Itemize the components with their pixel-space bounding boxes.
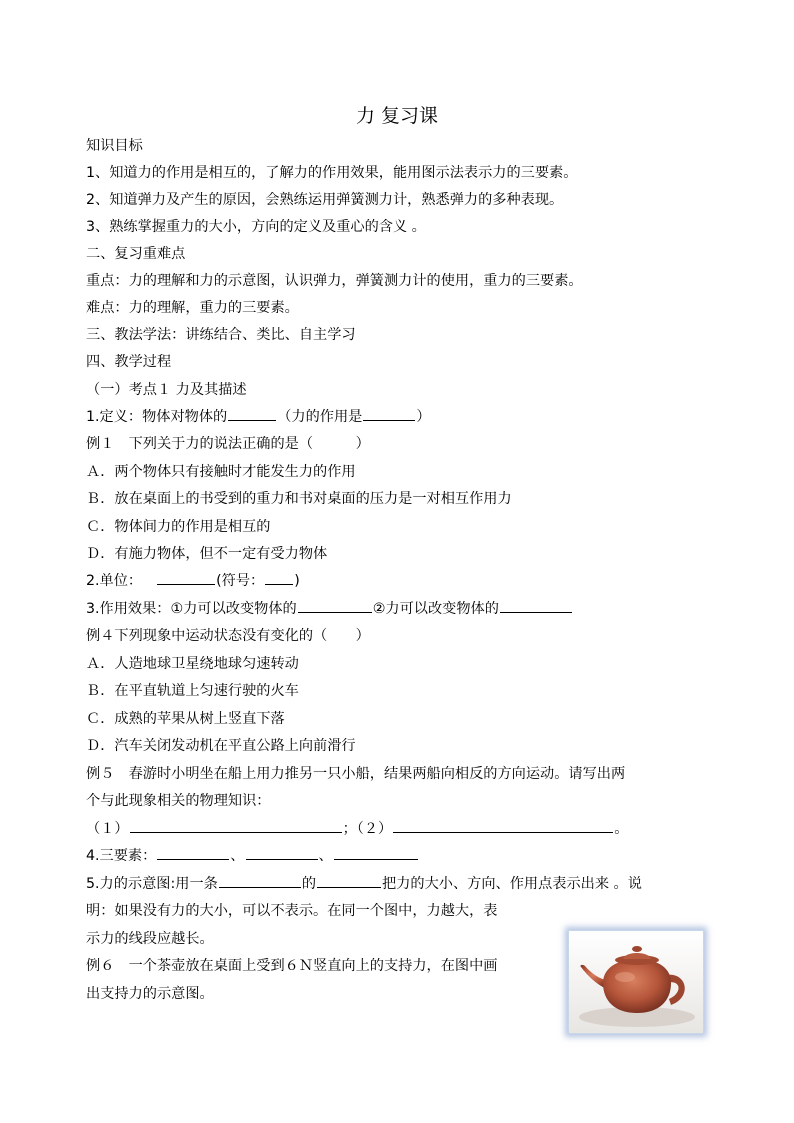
answer-label: （１） <box>86 821 129 837</box>
fill-blank[interactable] <box>228 405 276 421</box>
elements-text: 、 <box>318 848 333 864</box>
subsection-heading: （一）考点１ 力及其描述 <box>86 382 247 398</box>
question-option: Ｂ．放在桌面上的书受到的重力和书对桌面的压力是一对相互作用力 <box>86 491 512 507</box>
objective-3: 3、熟练掌握重力的大小，方向的定义及重心的含义 。 <box>86 219 426 235</box>
diagram-text: 把力的大小、方向、作用点表示出来 。说 <box>382 876 642 892</box>
unit-text: 2.单位： <box>86 573 143 589</box>
section-heading: 三、教法学法：讲练结合、类比、自主学习 <box>86 327 356 343</box>
paragraph-text: 明：如果没有力的大小，可以不表示。在同一个图中，力越大，表 <box>86 903 498 919</box>
elements-text: 4.三要素： <box>86 848 157 864</box>
question-option: Ｄ．汽车关闭发动机在平直公路上向前滑行 <box>86 738 356 754</box>
question-stem: 例１ 下列关于力的说法正确的是（ ） <box>86 436 370 452</box>
fill-blank[interactable] <box>334 844 418 860</box>
fill-blank[interactable] <box>157 569 215 585</box>
definition-text: 1.定义：物体对物体的 <box>86 409 228 425</box>
fill-blank[interactable] <box>246 844 318 860</box>
fill-blank[interactable] <box>157 844 229 860</box>
definition-text: ） <box>416 409 431 425</box>
elements-text: 、 <box>230 848 245 864</box>
section-heading: 二、复习重难点 <box>86 246 186 262</box>
fill-blank[interactable] <box>317 872 381 888</box>
effect-text: ②力可以改变物体的 <box>372 601 499 617</box>
objective-1: 1、知道力的作用是相互的，了解力的作用效果，能用图示法表示力的三要素。 <box>86 165 578 181</box>
question-option: Ｃ．成熟的苹果从树上竖直下落 <box>86 711 285 727</box>
objective-2: 2、知道弹力及产生的原因，会熟练运用弹簧测力计，熟悉弹力的多种表现。 <box>86 192 564 208</box>
unit-text: ) <box>294 573 300 589</box>
question-stem: 例６ 一个茶壶放在桌面上受到６Ｎ竖直向上的支持力，在图中画 <box>86 958 498 974</box>
definition-text: （力的作用是 <box>277 409 363 425</box>
fill-blank[interactable] <box>219 872 301 888</box>
fill-blank[interactable] <box>500 597 572 613</box>
section-heading: 四、教学过程 <box>86 354 172 370</box>
question-option: Ｃ．物体间力的作用是相互的 <box>86 519 271 535</box>
question-option: Ａ．人造地球卫星绕地球匀速转动 <box>86 656 299 672</box>
teapot-image <box>568 930 704 1034</box>
elements-line <box>86 843 419 870</box>
question-option: Ａ．两个物体只有接触时才能发生力的作用 <box>86 464 356 480</box>
unit-text: (符号： <box>216 573 265 589</box>
fill-blank[interactable] <box>130 817 342 833</box>
definition-line <box>86 404 431 431</box>
section-heading: 知识目标 <box>86 138 143 154</box>
question-option: Ｄ．有施力物体，但不一定有受力物体 <box>86 546 328 562</box>
question-option: Ｂ．在平直轨道上匀速行驶的火车 <box>86 683 299 699</box>
fill-blank[interactable] <box>265 569 293 585</box>
question-stem: 出支持力的示意图。 <box>86 986 214 1002</box>
answer-label: 。 <box>614 821 629 837</box>
page-title: 力 复习课 <box>355 105 439 127</box>
key-points: 重点：力的理解和力的示意图，认识弹力，弹簧测力计的使用，重力的三要素。 <box>86 273 583 289</box>
answer-label: ；（２） <box>342 821 393 837</box>
unit-line <box>86 568 300 595</box>
fill-blank[interactable] <box>298 597 372 613</box>
answer-line <box>86 816 628 843</box>
teapot-icon <box>569 931 703 1033</box>
question-stem: 例５ 春游时小明坐在船上用力推另一只小船，结果两船向相反的方向运动。请写出两 <box>86 766 626 782</box>
effect-text: 3.作用效果：①力可以改变物体的 <box>86 601 297 617</box>
paragraph-text: 示力的线段应越长。 <box>86 931 214 947</box>
effect-line <box>86 596 573 623</box>
fill-blank[interactable] <box>363 405 415 421</box>
diagram-line <box>86 871 642 898</box>
question-stem: 例４下列现象中运动状态没有变化的（ ） <box>86 628 370 644</box>
question-stem: 个与此现象相关的物理知识： <box>86 793 271 809</box>
diagram-text: 的 <box>301 876 317 892</box>
fill-blank[interactable] <box>393 817 613 833</box>
diagram-text: 5.力的示意图:用一条 <box>86 876 218 892</box>
difficult-points: 难点：力的理解，重力的三要素。 <box>86 300 299 316</box>
